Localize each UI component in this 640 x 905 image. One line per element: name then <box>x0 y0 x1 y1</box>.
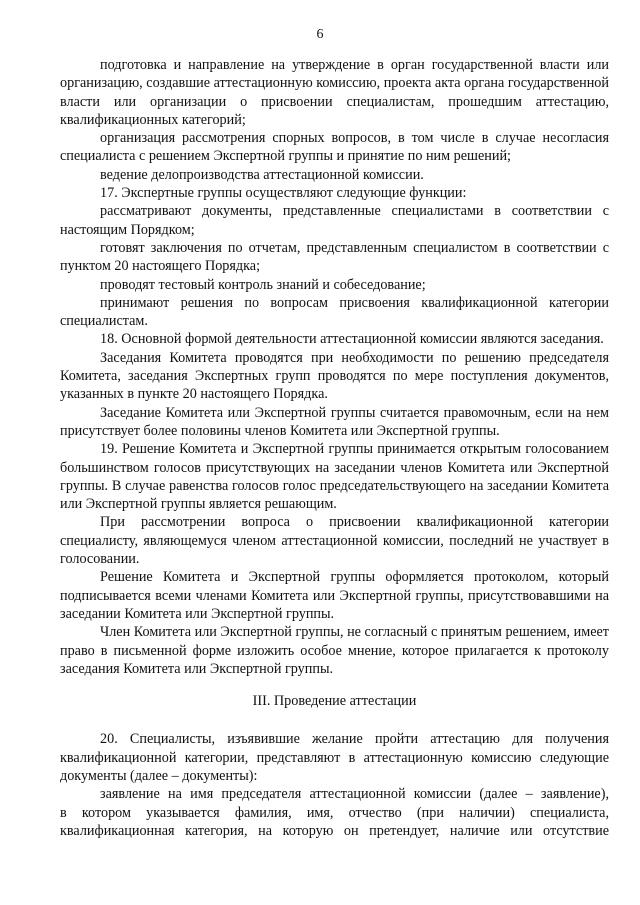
paragraph: принимают решения по вопросам присвоения квалификационной категории специалистам. <box>60 294 609 330</box>
paragraph: рассматривают документы, представленные специалистами в соответствии с настоящим Порядком; <box>60 203 609 238</box>
paragraph: готовят заключения по отчетам, представленным специалистом в соответствии с пунктом 20 настоящего Порядка; <box>60 239 609 275</box>
page-number: 6 <box>316 27 324 42</box>
paragraph: Заседания Комитета проводятся при необходимости по решению председателя Комитета, заседания Экспертных групп проводятся по мере поступления документов, указанных в пункте 20 настоящего Порядка. <box>60 349 609 403</box>
paragraph: Член Комитета или Экспертной группы, не согласный с принятым решением, имеет право в письменной форме изложить особое мнение, которое прилагается к протоколу заседания Комитета или Экспертной группы. <box>60 624 609 677</box>
paragraph: Заседание Комитета или Экспертной группы считается правомочным, если на нем присутствует более половины членов Комитета или Экспертной группы. <box>60 404 609 439</box>
last-paragraph <box>60 785 609 840</box>
paragraph: 19. Решение Комитета и Экспертной группы принимается открытым голосованием большинством голосов присутствующих на заседании членов Комитета или Экспертной группы. В случае равенства голосов голос председательствующего на заседании Комитета или Экспертной группы является решающим. <box>60 441 609 513</box>
paragraph: организация рассмотрения спорных вопросов, в том числе в случае несогласия специалиста с решением Экспертной группы и принятие по ним решений; <box>60 130 609 165</box>
paragraph: подготовка и направление на утверждение в орган государственной власти или организацию, создавшие аттестационную комиссию, проекта акта органа государственной власти или организации о присвоении специалистам, прошедшим аттестацию, квалификационных категорий; <box>60 57 609 128</box>
paragraph: При рассмотрении вопроса о присвоении квалификационной категории специалисту, являющемуся членом аттестационной комиссии, последний не участвует в голосовании. <box>60 514 609 568</box>
section-heading: III. Проведение аттестации <box>252 693 417 710</box>
paragraph-line: заявление на имя председателя аттестационной комиссии (далее – заявление), <box>100 786 609 803</box>
paragraph: проводят тестовый контроль знаний и собеседование; <box>100 276 426 293</box>
paragraph: 17. Экспертные группы осуществляют следующие функции: <box>100 185 467 202</box>
paragraph-line: квалификационная категория, на которую он претендует, наличие или отсутствие <box>60 822 609 839</box>
paragraph-line: в котором указывается фамилия, имя, отчество (при наличии) специалиста, <box>60 804 609 821</box>
paragraph: ведение делопроизводства аттестационной комиссии. <box>100 166 424 183</box>
paragraph: 20. Специалисты, изъявившие желание пройти аттестацию для получения квалификационной категории, представляют в аттестационную комиссию следующие документы (далее – документы): <box>60 731 609 784</box>
paragraph: Решение Комитета и Экспертной группы оформляется протоколом, который подписывается всеми членами Комитета или Экспертной группы, присутствовавшими на заседании Комитета или Экспертной группы. <box>60 569 609 622</box>
paragraph: 18. Основной формой деятельности аттестационной комиссии являются заседания. <box>100 331 604 348</box>
document-body <box>60 56 609 840</box>
